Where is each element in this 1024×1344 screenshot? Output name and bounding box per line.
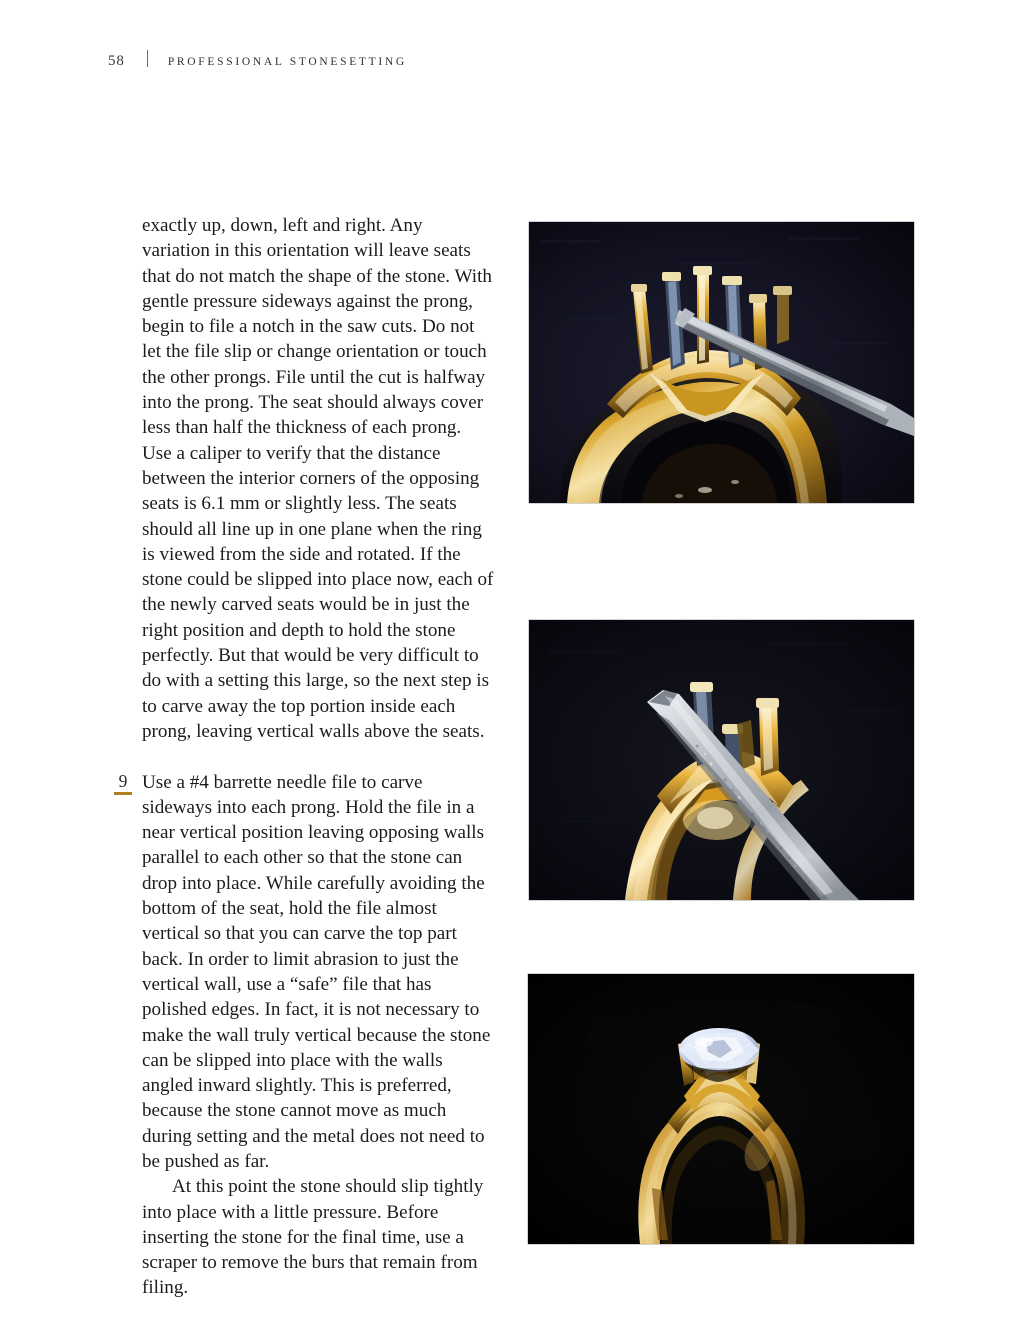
text-column xyxy=(118,213,495,1301)
photo-2-artwork xyxy=(529,620,914,900)
photo-1-artwork xyxy=(529,222,914,503)
step-number-rule xyxy=(114,792,132,795)
page-folio: 58 xyxy=(108,53,125,69)
photograph-prong-notching xyxy=(529,222,914,503)
numbered-step-9 xyxy=(118,770,495,1301)
running-head-divider xyxy=(147,50,148,67)
photo-3-artwork xyxy=(528,974,914,1244)
step-continuation-text: At this point the stone should slip tightly into place with a little pressure. Before inserting the stone for the final time, use a scraper to remove the burs that remain from filing. xyxy=(142,1176,484,1299)
photograph-barrette-file-carving xyxy=(529,620,914,900)
step-number-marker xyxy=(112,772,134,795)
photograph-finished-set-ring xyxy=(528,974,914,1244)
running-head xyxy=(108,48,407,70)
step-body-text: Use a #4 barrette needle file to carve sideways into each prong. Hold the file in a near vertical position leaving opposing walls parallel to each other so that the stone can drop into place. While carefully avoiding the bottom of the seat, hold the file almost vertical so that you can carve the top part back. In order to limit abrasion to just the vertical wall, use a “safe” file that has polished edges. In fact, it is not necessary to make the wall truly vertical because the stone can be slipped into place with the walls angled inward slightly. This is preferred, because the stone cannot move as much during setting and the metal does not need to be pushed as far. xyxy=(142,771,491,1172)
step-number: 9 xyxy=(118,770,128,791)
paragraph-continued: exactly up, down, left and right. Any variation in this orientation will leave seats that do not match the shape of the stone. With gentle pressure sideways against the prong, begin to file a notch in the saw cuts. Do not let the file slip or change orientation or touch the other prongs. File until the cut is halfway into the prong. The seat should always cover less than half the thickness of each prong. Use a caliper to verify that the distance between the interior corners of the opposing seats is 6.1 mm or slightly less. The seats should all line up in one plane when the ring is viewed from the side and rotated. If the stone could be slipped into place now, each of the newly carved seats would be in just the right position and depth to hold the stone perfectly. But that would be very difficult to do with a setting this large, so the next step is to carve away the top portion inside each prong, leaving vertical walls above the seats. xyxy=(142,215,494,742)
running-head-title: PROFESSIONAL STONESETTING xyxy=(167,56,407,68)
